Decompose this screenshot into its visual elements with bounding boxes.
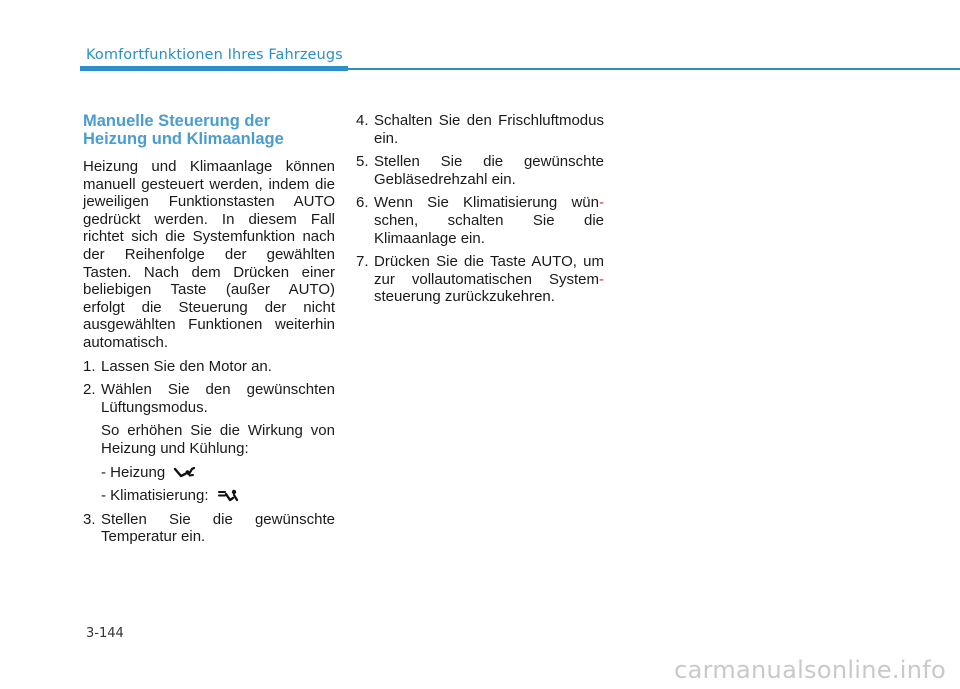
step-number: 7.: [356, 253, 369, 271]
step-text: Stellen Sie die gewünschte Temperatur ein.: [101, 510, 335, 546]
step-number: 1.: [83, 357, 96, 375]
step-text-part: Wenn Sie Klimatisierung wün: [374, 194, 599, 212]
hyphen-mark: -: [599, 194, 604, 212]
cooling-label: - Klimatisierung:: [101, 487, 209, 505]
header-rule-accent: [80, 66, 348, 71]
face-airflow-icon: [217, 488, 239, 504]
step-3: [83, 511, 335, 546]
step-text: Stellen Sie die gewünschte Gebläsedrehzahl ein.: [374, 153, 604, 188]
left-column: [83, 112, 335, 552]
chapter-title: Komfortfunktionen Ihres Fahrzeugs: [86, 47, 343, 63]
step-text: Schalten Sie den Frischluftmodus ein.: [374, 112, 604, 147]
step-text-part: schen, schalten Sie die Klimaanlage ein.: [374, 211, 604, 247]
step-6: [356, 194, 604, 247]
step-number: 6.: [356, 194, 369, 212]
step-text: [374, 253, 604, 306]
step-7: [356, 253, 604, 306]
right-column: [356, 112, 604, 312]
step-2: [83, 381, 335, 416]
step-text: Wählen Sie den gewünschten Lüftungsmodus.: [101, 381, 335, 416]
section-title-line1: Manuelle Steuerung der: [83, 112, 271, 130]
watermark: carmanualsonline.info: [674, 656, 946, 684]
intro-paragraph: Heizung und Klimaanlage können manuell gesteuert werden, indem die jeweiligen Funktionstasten AUTO gedrückt werden. In diesem Fall richtet sich die Systemfunktion nach der Reihenfolge der gewählten Tasten. Nach dem Drücken einer beliebigen Taste (außer AUTO) erfolgt die Steuerung der nicht ausgewählten Funktionen weiterhin automatisch.: [83, 158, 335, 351]
step-number: 2.: [83, 381, 96, 399]
section-title: [83, 112, 335, 148]
page-number: 3-144: [86, 626, 124, 641]
step-text: Lassen Sie den Motor an.: [101, 357, 272, 375]
step-4: [356, 112, 604, 147]
heating-label: - Heizung: [101, 463, 166, 481]
step-number: 3.: [83, 510, 96, 528]
step-2-heating: [83, 464, 335, 482]
hyphen-mark: -: [599, 270, 604, 288]
floor-airflow-icon: [173, 465, 195, 479]
step-2-note: So erhöhen Sie die Wirkung von Heizung und Kühlung:: [101, 422, 335, 457]
step-text-part: Drücken Sie die Taste AUTO, um zur vollautomatischen System: [374, 253, 604, 288]
step-5: [356, 153, 604, 188]
step-1: [83, 358, 335, 376]
step-2-cooling: [83, 487, 335, 505]
step-text: [374, 194, 604, 247]
step-number: 5.: [356, 153, 369, 171]
step-number: 4.: [356, 112, 369, 129]
step-text-part: steuerung zurückzukehren.: [374, 288, 555, 306]
header-rule: [348, 68, 960, 70]
section-title-line2: Heizung und Klimaanlage: [83, 130, 284, 148]
